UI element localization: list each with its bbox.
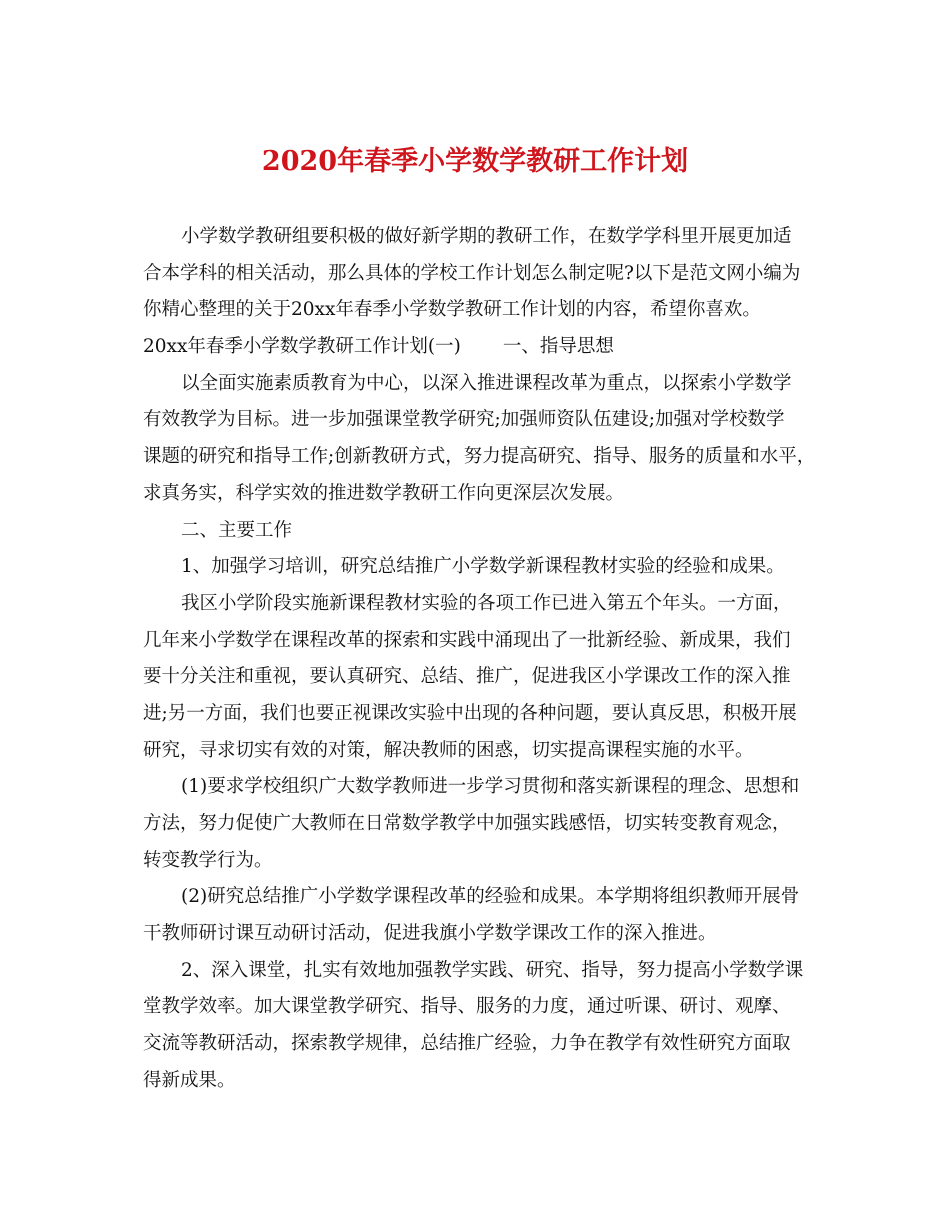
text-line-content: 1、加强学习培训，研究总结推广小学数学新课程教材实验的经验和成果。 [181,556,785,578]
text-line [143,292,823,329]
text-line-content: 方法，努力促使广大教师在日常数学教学中加强实践感悟，切实转变教育观念， [143,813,791,834]
text-line [143,549,823,586]
text-line [143,366,823,403]
text-line-content: 二、主要工作 [181,519,293,541]
text-line-content: 干教师研讨课互动研讨活动，促进我旗小学数学课改工作的深入推进。 [143,923,717,945]
text-line-content: (2)研究总结推广小学数学课程改革的经验和成果。本学期将组织教师开展骨 [181,886,800,908]
text-line-content: 20xx年春季小学数学教研工作计划(一) [143,336,461,358]
text-line-content: 交流等教研活动，探索教学规律，总结推广经验，力争在教学有效性研究方面取 [143,1033,791,1055]
text-line-content: 小学数学教研组要积极的做好新学期的教研工作，在数学学科里开展更加适 [181,226,792,247]
text-line [143,1026,823,1063]
text-line [143,219,823,256]
text-line [143,696,823,733]
text-line [143,439,823,476]
text-line-content: 转变教学行为。 [143,849,273,871]
text-line [143,1063,823,1100]
text-line [143,402,823,439]
text-line-content: 要十分关注和重视，要认真研究、总结、推广，促进我区小学课改工作的深入推 [143,666,791,688]
text-line [143,733,823,770]
text-line-content: 求真务实，科学实效的推进数学教研工作向更深层次发展。 [143,482,625,504]
document-title: 2020年春季小学数学教研工作计划 [261,146,689,177]
text-line-content: 2、深入课堂，扎实有效地加强教学实践、研究、指导，努力提高小学数学课 [181,959,804,981]
text-line-content: 得新成果。 [143,1069,236,1091]
text-line-content: (1)要求学校组织广大数学教师进一步学习贯彻和落实新课程的理念、思想和 [181,776,800,798]
text-line [143,843,823,880]
text-line [143,916,823,953]
text-line [143,623,823,660]
text-line [143,769,823,806]
text-line [143,586,823,623]
text-line [143,256,823,293]
text-line-content: 进;另一方面，我们也要正视课改实验中出现的各种问题，要认真反思，积极开展 [143,702,797,724]
text-line [143,329,823,366]
text-line [143,806,823,843]
document-body [143,219,823,1100]
text-line-content: 研究，寻求切实有效的对策，解决教师的困惑，切实提高课程实施的水平。 [143,739,754,761]
text-line-content: 有效教学为目标。进一步加强课堂教学研究;加强师资队伍建设;加强对学校数学 [143,409,785,431]
text-line-content: 几年来小学数学在课程改革的探索和实践中涌现出了一批新经验、新成果，我们 [143,629,791,651]
text-line-content: 课题的研究和指导工作;创新教研方式，努力提高研究、指导、服务的质量和水平， [143,446,816,468]
text-line [143,659,823,696]
text-line-content: 堂教学效率。加大课堂教学研究、指导、服务的力度，通过听课、研讨、观摩、 [143,996,791,1018]
text-line [143,879,823,916]
text-line [143,953,823,990]
text-line-content: 你精心整理的关于20xx年春季小学数学教研工作计划的内容，希望你喜欢。 [143,299,761,321]
text-line [143,989,823,1026]
text-line-content: 合本学科的相关活动，那么具体的学校工作计划怎么制定呢?以下是范文网小编为 [143,262,801,284]
text-line [143,513,823,550]
section-heading: 一、指导思想 [502,336,614,358]
text-line-content: 以全面实施素质教育为中心，以深入推进课程改革为重点，以探索小学数学 [181,372,792,394]
text-line-content: 我区小学阶段实施新课程教材实验的各项工作已进入第五个年头。一方面， [181,592,792,614]
text-line [143,476,823,513]
